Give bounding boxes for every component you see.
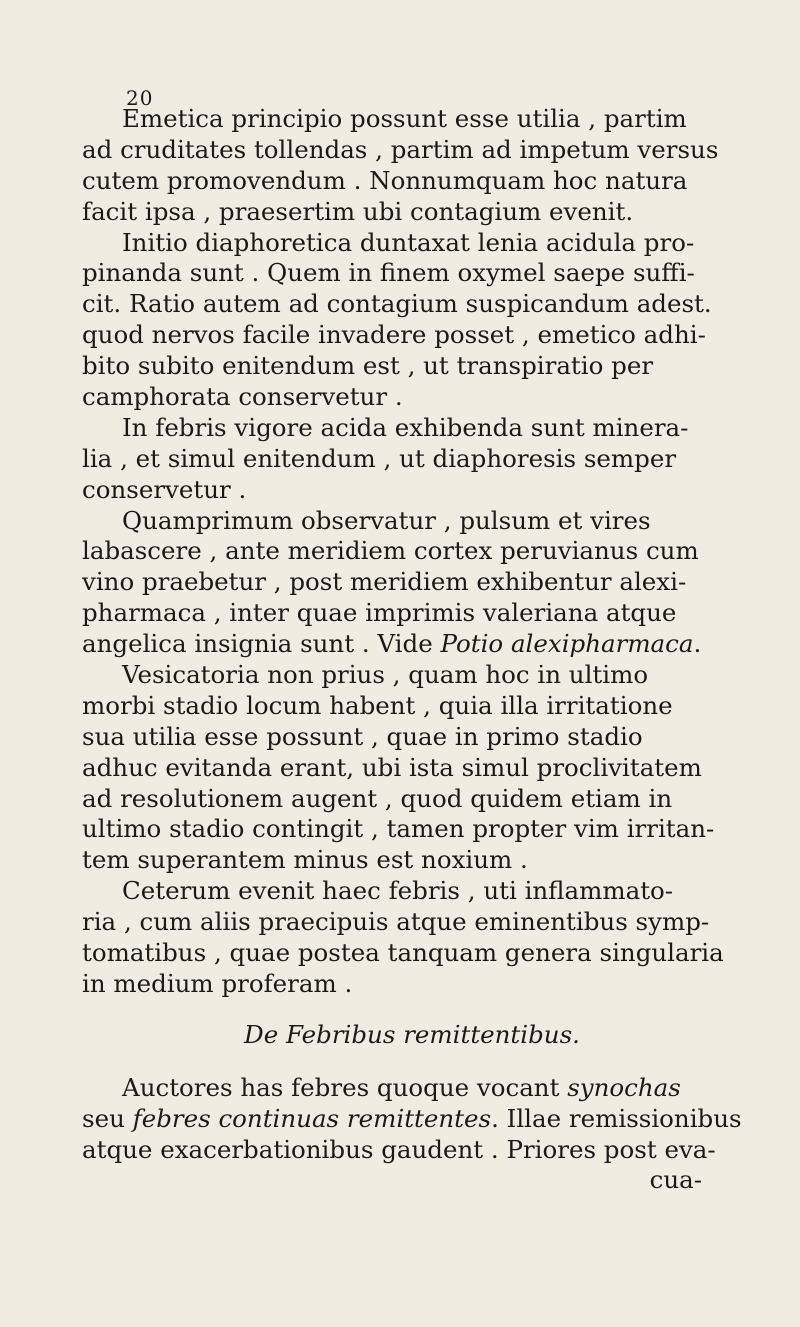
text-segment: in medium proferam .: [82, 968, 353, 998]
text-segment: ultimo stadio contingit , tamen propter vim irritan-: [82, 814, 715, 844]
text-segment: ad cruditates tollendas , partim ad impetum versus: [82, 134, 719, 164]
text-line: [82, 351, 702, 382]
text-line: [82, 969, 702, 1000]
text-line: [82, 228, 702, 259]
text-segment: labascere , ante meridiem cortex peruvianus cum: [82, 536, 699, 566]
text-line: [82, 876, 702, 907]
text-segment: cit. Ratio autem ad contagium suspicandum adest.: [82, 289, 712, 319]
italic-text: synochas: [567, 1072, 681, 1102]
text-line: [82, 444, 702, 475]
text-line: [82, 722, 702, 753]
text-line: [82, 938, 724, 969]
text-line: [82, 506, 702, 537]
text-line: [82, 475, 702, 506]
text-line: [82, 258, 702, 289]
italic-text: febres continuas remittentes: [132, 1103, 492, 1133]
text-line: [82, 104, 702, 135]
text-line: [82, 907, 710, 938]
text-line: [82, 1165, 702, 1196]
text-segment: In febris vigore acida exhibenda sunt minera-: [122, 412, 689, 442]
text-segment: vino praebetur , post meridiem exhibentur alexi-: [82, 567, 687, 597]
text-segment: morbi stadio locum habent , quia illa irritatione: [82, 690, 673, 720]
text-segment: Initio diaphoretica duntaxat lenia acidula pro-: [122, 227, 695, 257]
text-segment: sua utilia esse possunt , quae in primo stadio: [82, 721, 643, 751]
text-segment: atque exacerbationibus gaudent . Priores post eva-: [82, 1134, 716, 1164]
text-segment: conservetur .: [82, 474, 247, 504]
text-line: [82, 1073, 702, 1104]
text-segment: adhuc evitanda erant, ubi ista simul proclivitatem: [82, 752, 702, 782]
text-segment: cutem promovendum . Nonnumquam hoc natura: [82, 165, 688, 195]
text-line: [82, 691, 702, 722]
text-segment: facit ipsa , praesertim ubi contagium evenit.: [82, 196, 634, 226]
text-segment: angelica insignia sunt . Vide: [82, 629, 441, 659]
text-line: [82, 536, 702, 567]
text-line: [82, 845, 702, 876]
text-segment: tomatibus , quae postea tanquam genera singularia: [82, 938, 724, 968]
text-segment: Quamprimum observatur , pulsum et vires: [122, 505, 651, 535]
text-line: [82, 134, 719, 166]
text-segment: quod nervos facile invadere posset , emetico adhi-: [82, 320, 706, 350]
text-line: [82, 289, 712, 320]
text-segment: cua-: [649, 1165, 702, 1195]
text-line: [82, 320, 706, 351]
text-segment: lia , et simul enitendum , ut diaphoresis semper: [82, 443, 677, 473]
italic-text: Potio alexipharmaca: [440, 629, 694, 659]
text-line: [82, 1134, 716, 1166]
text-segment: camphorata conservetur .: [82, 382, 403, 412]
page-body: [82, 104, 742, 1196]
text-segment: seu: [82, 1103, 133, 1133]
text-line: [82, 1103, 742, 1135]
text-segment: Emetica principio possunt esse utilia , partim: [122, 104, 687, 133]
text-line: [82, 660, 702, 691]
text-line: [82, 166, 702, 197]
text-line: [82, 784, 702, 815]
text-line: [82, 629, 702, 660]
text-segment: . Illae remissionibus: [491, 1103, 742, 1133]
text-line: [82, 197, 702, 228]
text-segment: bito subito enitendum est , ut transpiratio per: [82, 351, 654, 381]
text-segment: pharmaca , inter quae imprimis valeriana atque: [82, 598, 677, 628]
text-line: [82, 567, 702, 598]
text-segment: pinanda sunt . Quem in finem oxymel saepe suffi-: [82, 258, 695, 288]
text-line: [82, 382, 702, 413]
text-segment: Auctores has febres quoque vocant: [122, 1072, 568, 1102]
text-line: [82, 753, 702, 784]
italic-text: De Febribus remittentibus.: [244, 1019, 580, 1049]
text-segment: Ceterum evenit haec febris , uti inflammato-: [122, 876, 674, 906]
page-number: 20: [126, 86, 154, 110]
text-line: [82, 814, 715, 845]
text-segment: ria , cum aliis praecipuis atque eminentibus symp-: [82, 907, 710, 937]
text-line: [82, 598, 702, 629]
text-segment: .: [693, 629, 702, 659]
text-segment: Vesicatoria non prius , quam hoc in ultimo: [122, 660, 649, 690]
section-heading: [82, 1020, 702, 1051]
text-line: [82, 413, 702, 444]
text-segment: tem superantem minus est noxium .: [82, 845, 528, 875]
text-segment: ad resolutionem augent , quod quidem etiam in: [82, 783, 673, 813]
